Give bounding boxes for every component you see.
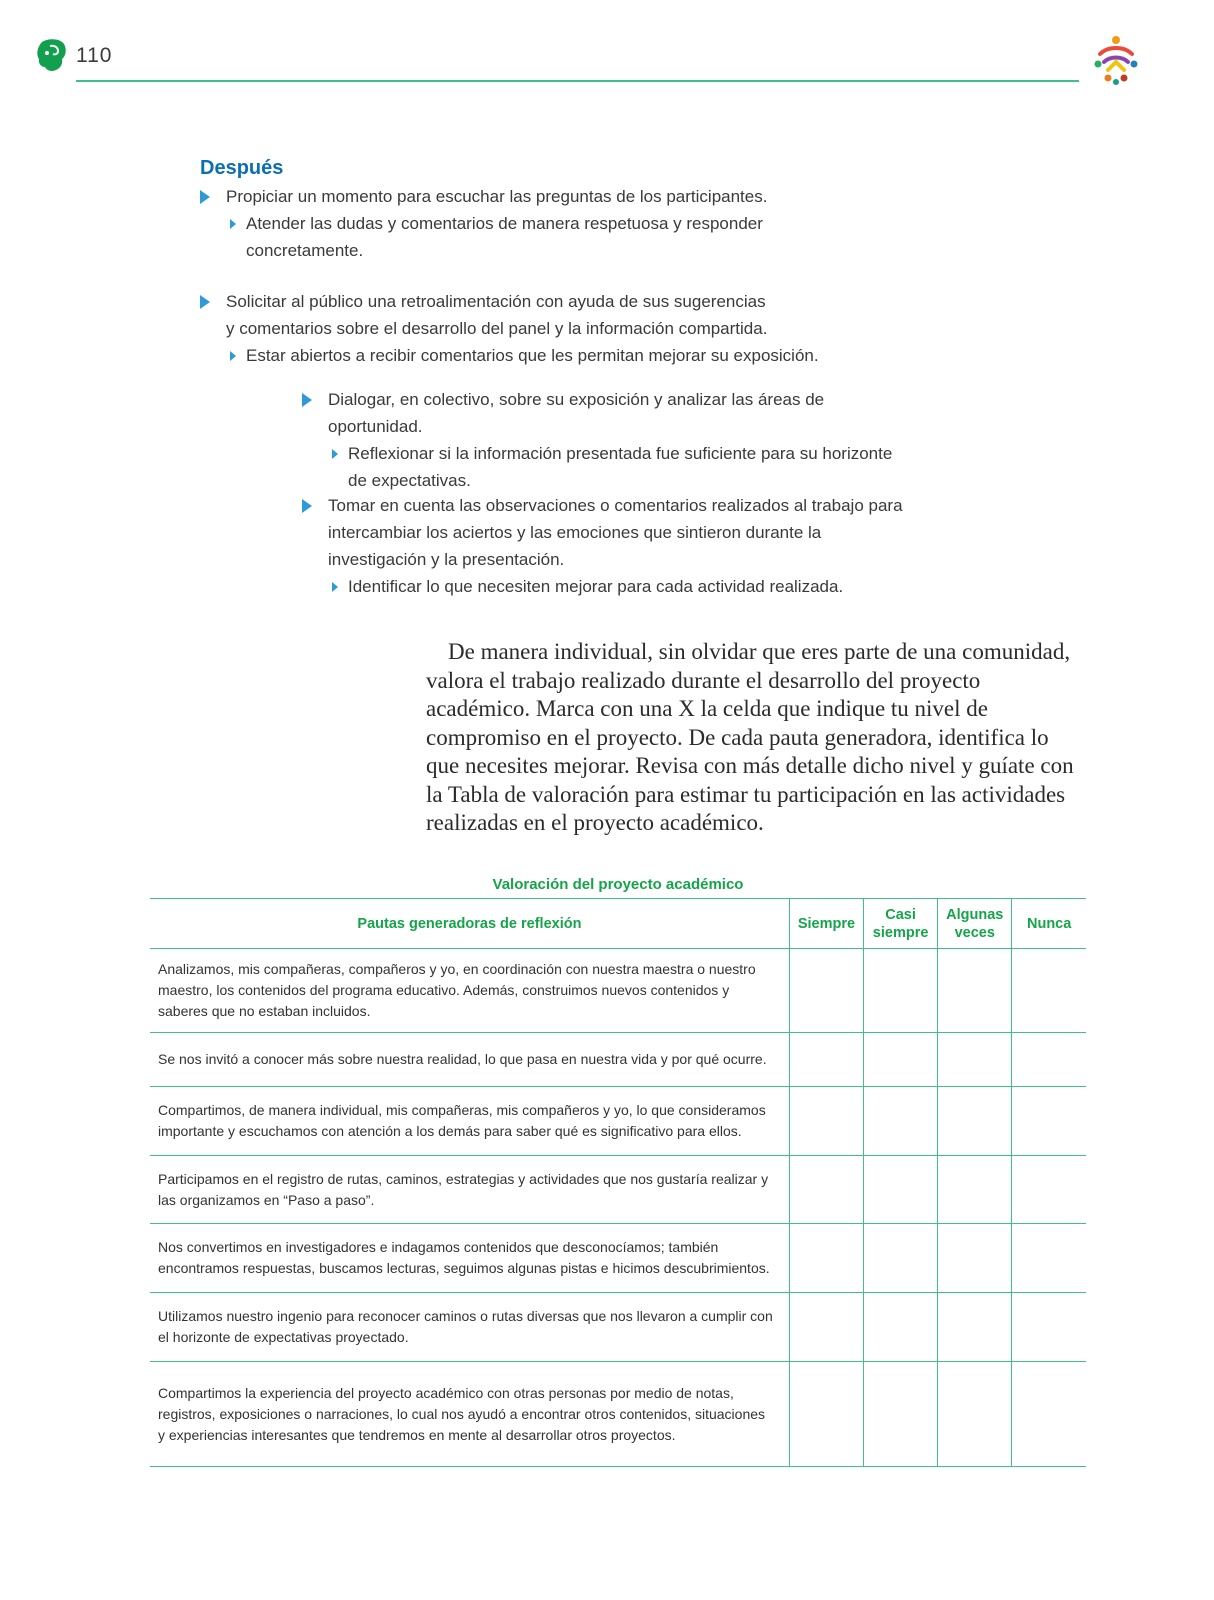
sub-bullet-text: Estar abiertos a recibir comentarios que les permitan mejorar su exposición. [246, 346, 819, 365]
pauta-cell: Participamos en el registro de rutas, caminos, estrategias y actividades que nos gustaría realizar y las organizamos en “Paso a paso”. [150, 1156, 789, 1224]
bullet-arrow-icon [200, 295, 210, 309]
sub-bullet-item [198, 342, 838, 369]
sub-bullet-text: Reflexionar si la información presentada fue suficiente para su horizonte de expectativas. [348, 444, 893, 490]
header-algunas-veces-line1: Algunas [946, 906, 1004, 923]
cell-casi-siempre[interactable] [864, 1362, 938, 1467]
cell-algunas-veces[interactable] [938, 1224, 1012, 1293]
bullet-arrow-icon [302, 499, 312, 513]
cell-nunca[interactable] [1012, 1224, 1086, 1293]
table-row [150, 1362, 1086, 1467]
cell-casi-siempre[interactable] [864, 1156, 938, 1224]
cell-casi-siempre[interactable] [864, 1033, 938, 1087]
sub-bullet-arrow-icon [230, 351, 236, 361]
cell-casi-siempre[interactable] [864, 1293, 938, 1362]
cell-algunas-veces[interactable] [938, 1362, 1012, 1467]
table-row [150, 1033, 1086, 1087]
table-header-row [150, 899, 1086, 949]
cell-nunca[interactable] [1012, 1156, 1086, 1224]
cell-algunas-veces[interactable] [938, 949, 1012, 1033]
table-row [150, 1224, 1086, 1293]
bullet-text: Tomar en cuenta las observaciones o comentarios realizados al trabajo para intercambiar los aciertos y las emociones que sintieron durante la investigación y la presentación. [328, 496, 903, 569]
header-siempre: Siempre [789, 899, 863, 949]
instruction-paragraph: De manera individual, sin olvidar que eres parte de una comunidad, valora el trabajo realizado durante el desarrollo del proyecto académico. Marca con una X la celda que indique tu nivel de compromiso en el proyecto. De cada pauta generadora, identifica lo que necesites mejorar. Revisa con más detalle dicho nivel y guíate con la Tabla de valoración para estimar tu participación en las actividades realizadas en el proyecto académico. [426, 639, 1074, 835]
cell-nunca[interactable] [1012, 1087, 1086, 1156]
bullet-item [198, 183, 778, 210]
sub-bullet-arrow-icon [230, 219, 236, 229]
cell-casi-siempre[interactable] [864, 1224, 938, 1293]
pauta-cell: Utilizamos nuestro ingenio para reconocer caminos o rutas diversas que nos llevaron a cumplir con el horizonte de expectativas proyectado. [150, 1293, 789, 1362]
sub-bullet-item [300, 573, 920, 600]
sub-bullet-arrow-icon [332, 582, 338, 592]
bullet-item [300, 386, 920, 440]
evaluation-table [150, 898, 1086, 1467]
header-casi-siempre-line2: siempre [872, 924, 929, 941]
cell-siempre[interactable] [789, 1362, 863, 1467]
cell-algunas-veces[interactable] [938, 1156, 1012, 1224]
green-face-icon [36, 38, 68, 74]
bullet-text: Propiciar un momento para escuchar las preguntas de los participantes. [226, 187, 768, 206]
bullet-group [300, 386, 920, 494]
header-casi-siempre-line1: Casi [885, 906, 916, 923]
header-nunca: Nunca [1012, 899, 1086, 949]
header-rule [76, 80, 1079, 82]
cell-siempre[interactable] [789, 1156, 863, 1224]
cell-casi-siempre[interactable] [864, 949, 938, 1033]
cell-siempre[interactable] [789, 1033, 863, 1087]
table-row [150, 949, 1086, 1033]
pauta-cell: Compartimos, de manera individual, mis compañeras, mis compañeros y yo, lo que consideramos importante y escuchamos con atención a los demás para saber qué es significativo para ellos. [150, 1087, 789, 1156]
bullet-group [300, 492, 920, 600]
cell-casi-siempre[interactable] [864, 1087, 938, 1156]
table-row [150, 1293, 1086, 1362]
page-header [0, 0, 1214, 90]
bullet-text: Dialogar, en colectivo, sobre su exposición y analizar las áreas de oportunidad. [328, 390, 825, 436]
sub-bullet-item [198, 210, 786, 264]
colorful-figure-logo-icon [1088, 32, 1144, 88]
cell-algunas-veces[interactable] [938, 1293, 1012, 1362]
bullet-group [198, 288, 838, 369]
pauta-cell: Compartimos la experiencia del proyecto académico con otras personas por medio de notas, registros, exposiciones o narraciones, lo cual nos ayudó a encontrar otros contenidos, situaciones y experiencias interesantes que tendremos en mente al desarrollar otros proyectos. [150, 1362, 789, 1467]
bullet-group [198, 183, 778, 264]
cell-nunca[interactable] [1012, 1033, 1086, 1087]
cell-nunca[interactable] [1012, 1362, 1086, 1467]
pauta-cell: Se nos invitó a conocer más sobre nuestra realidad, lo que pasa en nuestra vida y por qué ocurre. [150, 1033, 789, 1087]
cell-siempre[interactable] [789, 1087, 863, 1156]
cell-nunca[interactable] [1012, 949, 1086, 1033]
section-title: Después [200, 157, 284, 179]
cell-algunas-veces[interactable] [938, 1033, 1012, 1087]
cell-siempre[interactable] [789, 949, 863, 1033]
page-number: 110 [76, 44, 113, 67]
cell-siempre[interactable] [789, 1224, 863, 1293]
sub-bullet-arrow-icon [332, 449, 338, 459]
cell-algunas-veces[interactable] [938, 1087, 1012, 1156]
cell-nunca[interactable] [1012, 1293, 1086, 1362]
sub-bullet-text: Atender las dudas y comentarios de manera respetuosa y responder concretamente. [246, 214, 763, 260]
header-pauta: Pautas generadoras de reflexión [150, 899, 789, 949]
sub-bullet-text: Identificar lo que necesiten mejorar para cada actividad realizada. [348, 577, 844, 596]
header-casi-siempre [864, 899, 938, 949]
header-algunas-veces-line2: veces [954, 924, 995, 941]
header-algunas-veces [938, 899, 1012, 949]
bullet-arrow-icon [302, 393, 312, 407]
table-title: Valoración del proyecto académico [492, 876, 744, 893]
table-row [150, 1156, 1086, 1224]
table-row [150, 1087, 1086, 1156]
bullet-text: Solicitar al público una retroalimentación con ayuda de sus sugerencias y comentarios sobre el desarrollo del panel y la información compartida. [226, 292, 768, 338]
sub-bullet-item [300, 440, 908, 494]
cell-siempre[interactable] [789, 1293, 863, 1362]
bullet-item [198, 288, 771, 342]
bullet-item [300, 492, 920, 573]
pauta-cell: Analizamos, mis compañeras, compañeros y yo, en coordinación con nuestra maestra o nuestro maestro, los contenidos del programa educativo. Además, construimos nuevos contenidos y saberes que no estaban incluidos. [150, 949, 789, 1033]
bullet-arrow-icon [200, 190, 210, 204]
pauta-cell: Nos convertimos en investigadores e indagamos contenidos que desconocíamos; también encontramos respuestas, buscamos lecturas, seguimos algunas pistas e hicimos descubrimientos. [150, 1224, 789, 1293]
